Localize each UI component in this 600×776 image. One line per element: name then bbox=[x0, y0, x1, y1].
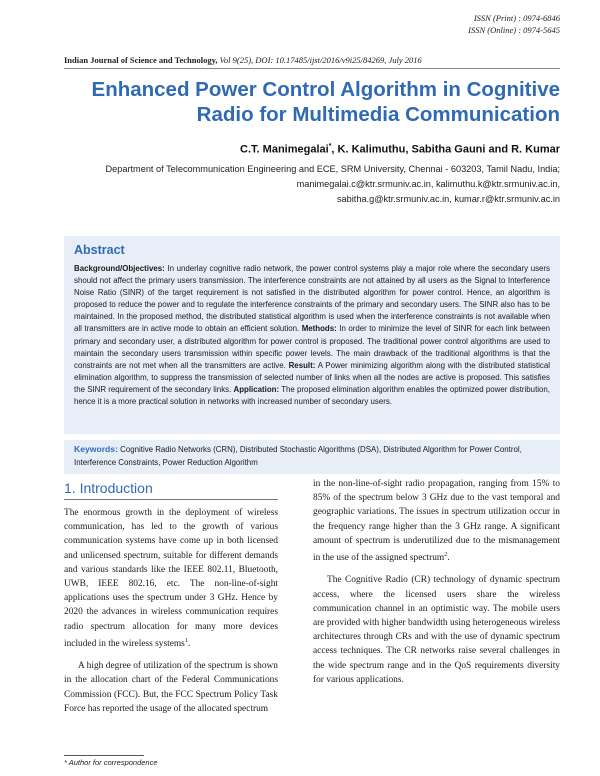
section-heading-introduction: 1. Introduction bbox=[64, 480, 153, 496]
title-line-2: Radio for Multimedia Communication bbox=[196, 103, 560, 126]
abstract-text-result: A Power minimizing algorithm along with the distributed statistical elimination algorithm, to suppress the transmission of selected number of links when all the nodes are active is proposed. This satisfies the SINR requirement of the secondary links. bbox=[74, 360, 550, 394]
affiliation-department: Department of Telecommunication Engineering and ECE, SRM University, Chennai - 603203, Tamil Nadu, India; bbox=[105, 164, 560, 174]
keywords-box bbox=[64, 440, 560, 474]
right-column bbox=[313, 477, 560, 695]
abstract-label-application: Application: bbox=[233, 384, 280, 394]
left-column bbox=[64, 506, 278, 724]
abstract-text-methods: In order to minimize the level of SINR for each link between primary and secondary user, a distributed algorithm for power control is proposed. The traditional power control algorithms are used to maintain the secondary users transmission within specific power levels. The main drawback of the traditional algorithms is that the constraints are not met when all the transmitters are active. bbox=[74, 324, 550, 370]
abstract-label-background: Background/Objectives: bbox=[74, 264, 165, 273]
journal-name: Indian Journal of Science and Technology, bbox=[64, 55, 218, 65]
affiliation-emails-1: manimegalai.c@ktr.srmuniv.ac.in, kalimuthu.k@ktr.srmuniv.ac.in, bbox=[296, 179, 560, 189]
keywords-label: Keywords: bbox=[74, 444, 118, 454]
citation-ref-1: 1 bbox=[184, 637, 188, 644]
footnote-correspondence: * Author for correspondence bbox=[64, 758, 158, 767]
abstract-body bbox=[74, 263, 550, 408]
section-divider bbox=[64, 499, 278, 500]
title-line-1: Enhanced Power Control Algorithm in Cognitive bbox=[91, 78, 560, 101]
affiliation bbox=[40, 162, 560, 207]
intro-paragraph-3-text: in the non-line-of-sight radio propagation, ranging from 15% to 85% of the spectrum below 3 GHz due to the vast temporal and geographic variations. The issues in spectrum utilization occur in the frequency range higher than the 3 GHz range. A significant amount of spectrum is underutilized due to the mismanagement in the use of the assigned spectrum bbox=[313, 479, 560, 564]
footnote-divider bbox=[64, 755, 144, 756]
intro-paragraph-1 bbox=[64, 506, 278, 651]
corresponding-author: C.T. Manimegalai bbox=[240, 143, 329, 156]
header-divider bbox=[64, 68, 560, 69]
author-asterisk: * bbox=[328, 143, 332, 150]
intro-paragraph-2: A high degree of utilization of the spectrum is shown in the allocation chart of the Federal Communications Commission (FCC). But, the FCC Spectrum Policy Task Force has reported the usage of the allocated spectrum bbox=[64, 661, 278, 714]
journal-citation bbox=[64, 55, 422, 65]
intro-paragraph-3-end: . bbox=[447, 553, 450, 564]
affiliation-emails-2: sabitha.g@ktr.srmuniv.ac.in, kumar.r@ktr.srmuniv.ac.in bbox=[336, 194, 560, 204]
abstract-label-result: Result: bbox=[288, 360, 316, 370]
intro-paragraph-1-text: The enormous growth in the deployment of wireless communication, has led to the growth of various communication systems have come up in both licensed and unlicensed spectrum, suitable for different demands and various standards like the IEEE 802.11, Bluetooth, UWB, IEEE 802.16, etc. The non-line-of-sight applications uses the spectrum under 3 GHz. Hence by 2020 the advances in wireless communication requires radio spectrum allocation for many more devices included in the wireless systems bbox=[64, 508, 278, 649]
author-list bbox=[240, 143, 560, 156]
abstract-label-methods: Methods: bbox=[301, 324, 337, 334]
abstract-text-application: The proposed elimination algorithm enables the optimized power distribution, hence it is a more practical solution in networks with increased number of secondary users. bbox=[74, 384, 550, 407]
paper-title bbox=[40, 77, 560, 127]
journal-details: Vol 9(25), DOI: 10.17485/ijst/2016/v9i25/84269, July 2016 bbox=[219, 55, 422, 65]
keywords-text: Cognitive Radio Networks (CRN), Distributed Stochastic Algorithms (DSA), Distributed Algorithm for Power Control, Interference Constraints, Power Reduction Algorithm bbox=[74, 445, 522, 467]
intro-paragraph-4: The Cognitive Radio (CR) technology of dynamic spectrum access, where the licensed users share the wireless communication channel in an optimistic way. The mobile users are provided with higher bandwidth using heterogeneous wireless architectures through CRs and with the use of dynamic spectrum access techniques. The CR networks raise several challenges in the wide spectrum range and in the QoS requirements diversity for various applications. bbox=[313, 575, 560, 685]
abstract-box bbox=[64, 236, 560, 434]
issn-print: ISSN (Print) : 0974-6846 bbox=[473, 13, 560, 23]
co-authors: , K. Kalimuthu, Sabitha Gauni and R. Kumar bbox=[331, 143, 560, 156]
intro-paragraph-3 bbox=[313, 477, 560, 565]
issn-block bbox=[468, 12, 560, 36]
abstract-text-background: In underlay cognitive radio network, the power control systems play a major role where the secondary users should not affect the primary users transmission. The interference constraints are not attained by all users as the Signal to Interference Noise Ratio (SINR) of the target requirement is not satisfied in the distributed algorithm for power control. Hence, an algorithm is proposed to reduce the power and to regulate the interference constraints of the primary and secondary users. The SINR also has to be maintained. In the proposed method, the distributed statistical algorithm is used when the interference constraints is not available when all transmitters are in active mode to obtain an efficient solution. bbox=[74, 264, 550, 334]
citation-ref-2: 2 bbox=[444, 552, 448, 559]
issn-online: ISSN (Online) : 0974-5645 bbox=[468, 25, 560, 35]
abstract-heading: Abstract bbox=[74, 243, 125, 257]
intro-paragraph-1-end: . bbox=[187, 638, 191, 649]
